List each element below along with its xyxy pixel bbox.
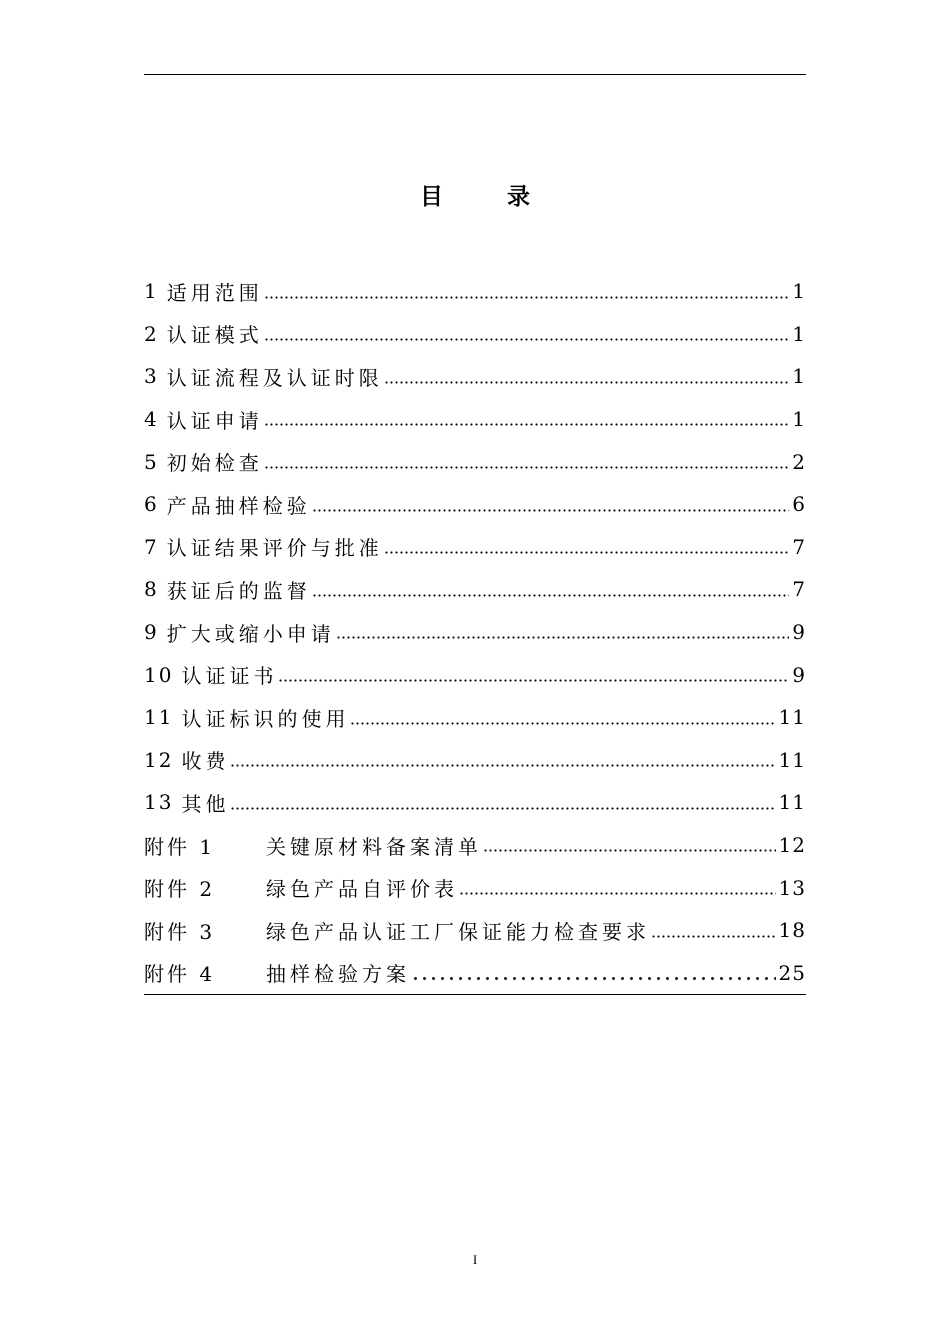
toc-entry[interactable] [144, 398, 806, 441]
toc-appendix-label: 绿色产品自评价表 [266, 877, 458, 902]
toc-entry-page: 2 [792, 449, 806, 474]
toc-entry-page: 1 [792, 279, 806, 304]
toc-appendix-entry[interactable] [144, 909, 806, 952]
toc-entry-page: 7 [792, 577, 806, 602]
toc-appendix-number: 附件 1 [144, 834, 216, 859]
toc-entry[interactable] [144, 568, 806, 611]
toc-entry-number: 3 [144, 364, 159, 389]
toc-entry-page: 11 [778, 705, 806, 730]
toc-dot-leader [350, 721, 775, 726]
toc-entry[interactable] [144, 313, 806, 356]
toc-entry-number: 10 [144, 662, 174, 687]
toc-entry-page: 7 [792, 534, 806, 559]
toc-entry-number: 9 [144, 620, 159, 645]
toc-appendix-page: 13 [778, 875, 806, 900]
toc-entry-page: 11 [778, 747, 806, 772]
toc-appendix-page: 25 [778, 960, 806, 985]
toc-entry-label: 认证申请 [166, 408, 263, 433]
toc-dot-leader [312, 508, 790, 513]
header-rule [144, 74, 806, 75]
toc-dot-leader [411, 976, 776, 981]
toc-entry[interactable] [144, 440, 806, 483]
toc-entry-label: 适用范围 [166, 280, 263, 305]
toc-dot-leader [384, 550, 790, 555]
toc-entry-label: 初始检查 [166, 451, 263, 476]
toc-dot-leader [278, 678, 789, 683]
toc-entry-page: 1 [792, 321, 806, 346]
toc-appendix-label: 绿色产品认证工厂保证能力检查要求 [266, 919, 650, 944]
toc-appendix-entry[interactable] [144, 866, 806, 909]
toc-entry-label: 产品抽样检验 [166, 493, 311, 518]
toc-entry-number: 8 [144, 577, 159, 602]
toc-dot-leader [230, 806, 775, 811]
toc-appendix-number: 附件 3 [144, 919, 216, 944]
toc-entry-page: 1 [792, 364, 806, 389]
toc-entry-label: 认证结果评价与批准 [166, 536, 383, 561]
toc-dot-leader [651, 934, 776, 939]
toc-entry-page: 11 [778, 790, 806, 815]
toc-entry-number: 11 [144, 705, 174, 730]
page-title: 目 录 [419, 183, 558, 210]
toc-appendix-entry[interactable] [144, 952, 806, 996]
toc-appendix-entry[interactable] [144, 824, 806, 867]
toc-appendix-label: 抽样检验方案 [266, 962, 410, 987]
toc-entry-page: 9 [792, 662, 806, 687]
toc-appendix-label: 关键原材料备案清单 [266, 834, 482, 859]
toc-entry-label: 获证后的监督 [166, 578, 311, 603]
toc-appendix-number: 附件 2 [144, 877, 216, 902]
toc-dot-leader [230, 763, 775, 768]
toc-entry-number: 7 [144, 534, 159, 559]
toc-entry-label: 其他 [181, 791, 230, 816]
toc-entry[interactable] [144, 739, 806, 782]
toc-entry-number: 2 [144, 321, 159, 346]
toc-entry[interactable] [144, 355, 806, 398]
toc-dot-leader [312, 593, 790, 598]
toc-entry[interactable] [144, 611, 806, 654]
toc-entry-label: 认证标识的使用 [181, 706, 350, 731]
toc-entry-number: 4 [144, 407, 159, 432]
toc-entry-label: 认证证书 [181, 664, 278, 689]
toc-entry-label: 扩大或缩小申请 [166, 621, 335, 646]
toc-entry-number: 5 [144, 449, 159, 474]
toc-dot-leader [264, 295, 790, 300]
toc-entry-label: 认证流程及认证时限 [166, 365, 383, 390]
toc-entry[interactable] [144, 270, 806, 313]
toc-list [144, 270, 806, 995]
toc-appendix-number: 附件 4 [144, 962, 216, 987]
toc-entry-page: 6 [792, 492, 806, 517]
toc-dot-leader [264, 337, 790, 342]
toc-dot-leader [384, 380, 790, 385]
toc-dot-leader [459, 891, 776, 896]
toc-entry-page: 1 [792, 407, 806, 432]
toc-entry[interactable] [144, 696, 806, 739]
toc-entry[interactable] [144, 483, 806, 526]
toc-entry-number: 1 [144, 279, 159, 304]
toc-dot-leader [264, 422, 790, 427]
toc-entry[interactable] [144, 653, 806, 696]
toc-entry-label: 收费 [181, 749, 230, 774]
footer-page-number: I [472, 1252, 478, 1267]
toc-appendix-page: 18 [778, 918, 806, 943]
toc-entry[interactable] [144, 781, 806, 824]
toc-dot-leader [336, 635, 790, 640]
toc-entry-page: 9 [792, 620, 806, 645]
toc-appendix-page: 12 [778, 833, 806, 858]
toc-dot-leader [483, 848, 776, 853]
toc-entry-number: 6 [144, 492, 159, 517]
toc-entry-number: 12 [144, 747, 174, 772]
toc-entry-label: 认证模式 [166, 323, 263, 348]
toc-dot-leader [264, 465, 790, 470]
toc-entry-number: 13 [144, 790, 174, 815]
toc-entry[interactable] [144, 526, 806, 569]
